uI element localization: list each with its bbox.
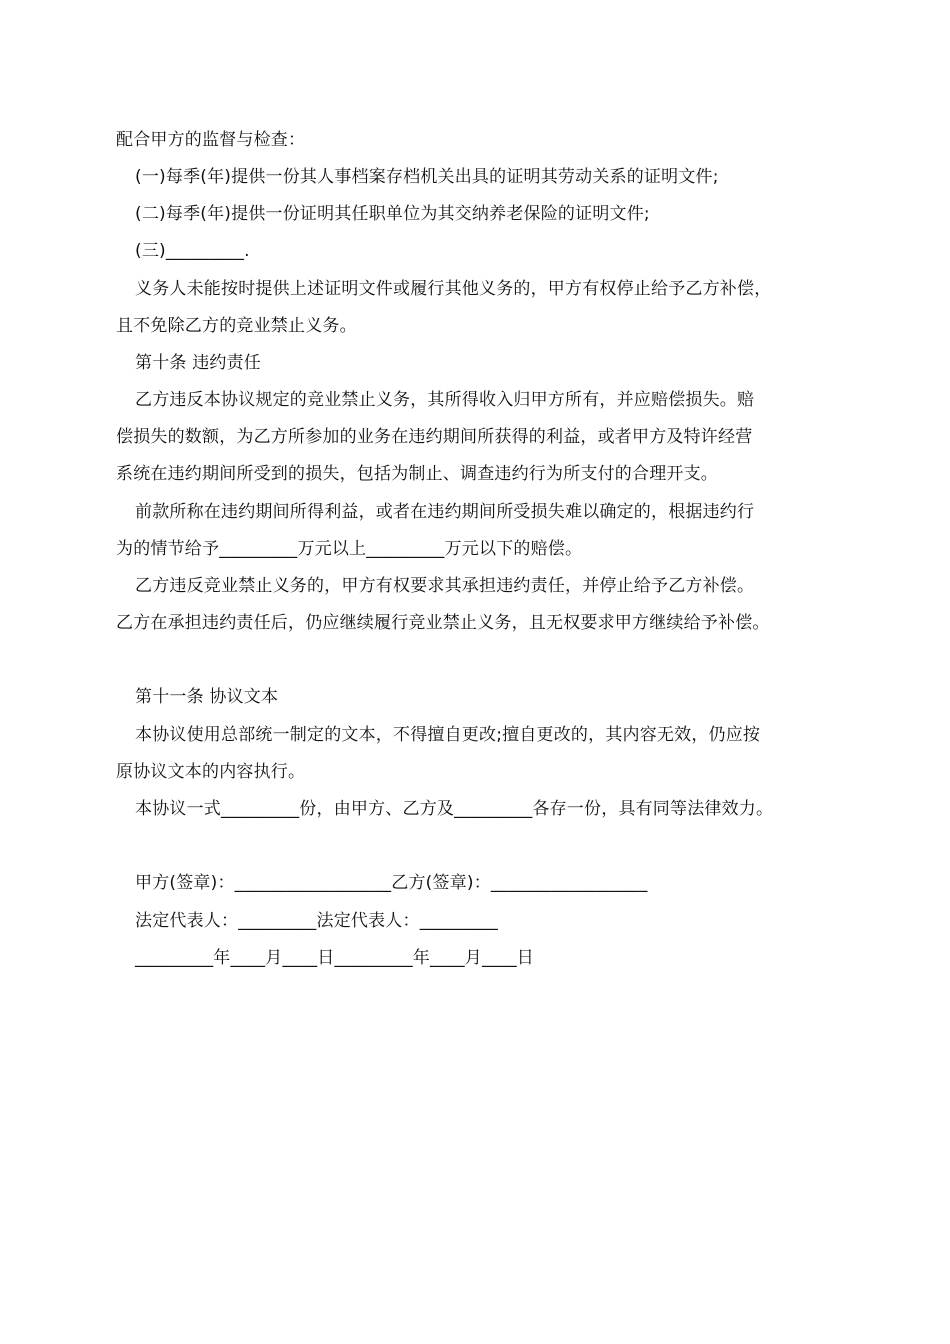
paragraph-line: 乙方违反本协议规定的竞业禁止义务，其所得收入归甲方所有，并应赔偿损失。赔 [135, 390, 755, 410]
section-heading: 第十条 违约责任 [135, 353, 262, 373]
paragraph-line: 前款所称在违约期间所得利益，或者在违约期间所受损失难以确定的，根据违约行 [135, 502, 755, 522]
paragraph-line: 为的情节给予_________万元以上_________万元以下的赔偿。 [116, 539, 583, 559]
paragraph-line: 义务人未能按时提供上述证明文件或履行其他义务的，甲方有权停止给予乙方补偿， [135, 279, 772, 299]
list-item: (一)每季(年)提供一份其人事档案存档机关出具的证明其劳动关系的证明文件; [135, 167, 719, 187]
paragraph-line: 配合甲方的监督与检查： [116, 130, 306, 150]
date-line: _________年____月____日_________年____月____日 [135, 948, 534, 968]
paragraph-line: 偿损失的数额，为乙方所参加的业务在违约期间所获得的利益，或者甲方及特许经营 [116, 427, 753, 447]
list-item: (二)每季(年)提供一份证明其任职单位为其交纳养老保险的证明文件; [135, 204, 650, 224]
paragraph-line: 系统在违约期间所受到的损失，包括为制止、调查违约行为所支付的合理开支。 [116, 464, 718, 484]
paragraph-line: 原协议文本的内容执行。 [116, 762, 306, 782]
paragraph-line: 本协议一式_________份，由甲方、乙方及_________各存一份，具有同等法律效力。 [135, 799, 774, 819]
paragraph-line: 乙方在承担违约责任后，仍应继续履行竞业禁止义务，且无权要求甲方继续给予补偿。 [116, 613, 770, 633]
paragraph-line: 乙方违反竞业禁止义务的，甲方有权要求其承担违约责任，并停止给予乙方补偿。 [135, 576, 755, 596]
paragraph-line: 且不免除乙方的竞业禁止义务。 [116, 316, 357, 336]
list-item: (三)_________. [135, 241, 250, 261]
section-heading: 第十一条 协议文本 [135, 687, 279, 707]
paragraph-line: 本协议使用总部统一制定的文本，不得擅自更改;擅自更改的，其内容无效，仍应按 [135, 725, 761, 745]
representative-line: 法定代表人：_________法定代表人：_________ [135, 911, 498, 931]
signature-line: 甲方(签章)：__________________乙方(签章)：__________________ [135, 873, 648, 893]
